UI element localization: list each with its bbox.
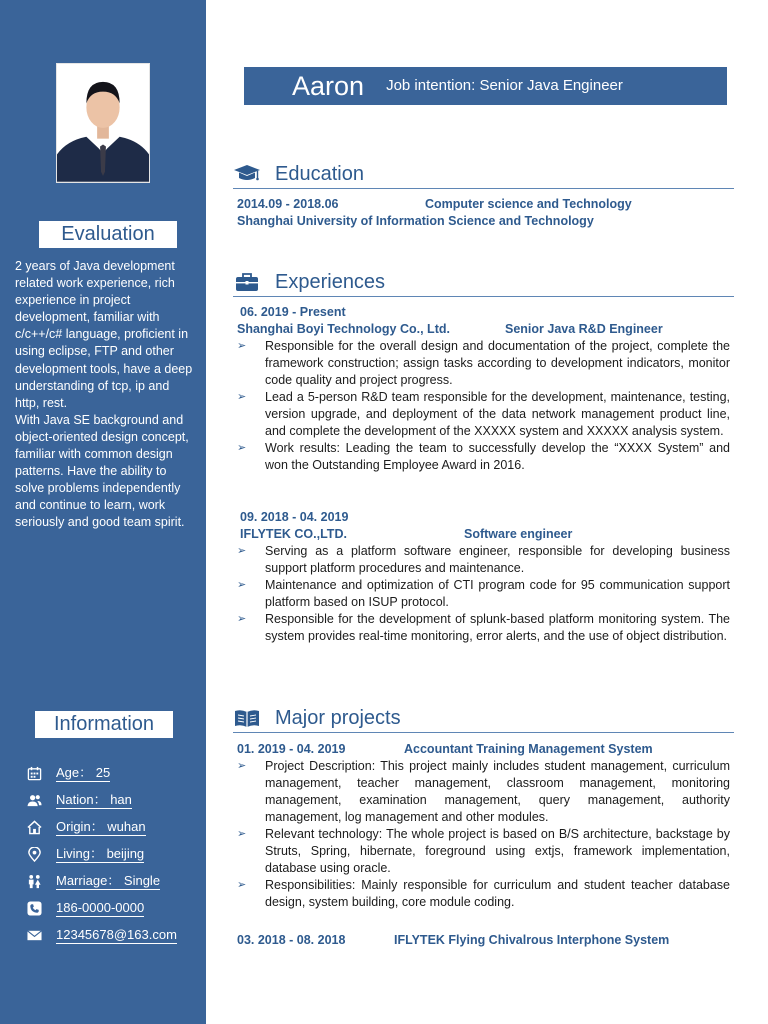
education-period: 2014.09 - 2018.06 [237, 197, 339, 211]
home-icon [26, 819, 43, 836]
info-phone: 186-0000-0000 [56, 900, 145, 915]
bullet-text: Work results: Leading the team to successfully develop the “XXXX System” and won the Outstanding Employee Award in 2016. [265, 441, 730, 472]
bullet-text: Relevant technology: The whole project is based on B/S architecture, backstage by Struts, Spring, hibernate, foreground using extjs, framework implementation, database using oracle. [265, 827, 730, 875]
sidebar [0, 0, 206, 1024]
projects-section-header [233, 704, 734, 733]
arrow-bullet-icon: ➢ [237, 879, 247, 891]
job-1-bullets [237, 338, 730, 474]
briefcase-icon [233, 270, 263, 294]
people-icon [26, 792, 43, 809]
bullet-text: Maintenance and optimization of CTI program code for 95 communication support platform based on ISUP protocol. [265, 578, 730, 609]
job-2-bullet [237, 577, 730, 611]
calendar-icon [26, 765, 43, 782]
projects-title: Major projects [275, 706, 401, 729]
job-1-company-row [237, 321, 663, 338]
info-item-living [26, 841, 196, 868]
bullet-text: Project Description: This project mainly includes student management, curriculum management, teacher management, classroom management, monitoring management, examination management, query management, authority management, log management and other modules. [265, 759, 730, 824]
project-1-bullets [237, 758, 730, 911]
job-1-period-row [240, 304, 346, 321]
job-2-bullet [237, 611, 730, 645]
experiences-title: Experiences [275, 270, 386, 293]
info-item-phone [26, 895, 196, 922]
arrow-bullet-icon: ➢ [237, 579, 247, 591]
information-heading: Information [35, 711, 173, 738]
info-living: Living： beijing [56, 846, 145, 861]
job-1-period: 06. 2019 - Present [240, 305, 346, 319]
job-1-company: Shanghai Boyi Technology Co., Ltd. [237, 322, 450, 336]
project-1-row [237, 741, 653, 758]
arrow-bullet-icon: ➢ [237, 340, 247, 352]
education-title: Education [275, 162, 364, 185]
project-2-name: IFLYTEK Flying Chivalrous Interphone System [394, 933, 670, 947]
arrow-bullet-icon: ➢ [237, 545, 247, 557]
job-2-bullets [237, 543, 730, 645]
bullet-text: Lead a 5-person R&D team responsible for the development, maintenance, testing, version upgrade, and deployment of the data network management product line, and complete the development of the XXXXX system and XXXXX analysis system. [265, 390, 730, 438]
job-1-bullet [237, 389, 730, 440]
candidate-name: Aaron [292, 71, 365, 101]
couple-icon [26, 873, 43, 890]
info-nation: Nation： han [56, 792, 132, 807]
project-1-bullet [237, 826, 730, 877]
info-email: 12345678@163.com [56, 927, 177, 942]
job-1-bullet [237, 338, 730, 389]
job-2-role: Software engineer [464, 527, 573, 541]
job-2-company: IFLYTEK CO.,LTD. [240, 527, 347, 541]
info-age: Age： 25 [56, 765, 111, 780]
evaluation-text [15, 258, 193, 532]
name-banner [244, 67, 727, 105]
job-2-period-row [240, 509, 348, 526]
info-item-origin [26, 814, 196, 841]
open-book-icon [233, 706, 263, 730]
location-pin-icon [26, 846, 43, 863]
profile-photo [56, 63, 150, 183]
bullet-text: Responsible for the overall design and documentation of the project, complete the framework construction; assign tasks according to development indicators, monitor code quality and project progress. [265, 339, 730, 387]
job-2-bullet [237, 543, 730, 577]
education-major: Computer science and Technology [425, 197, 632, 211]
info-marriage: Marriage： Single [56, 873, 161, 888]
info-list [26, 760, 196, 949]
bullet-text: Responsible for the development of splunk-based platform monitoring system. The system provides real-time monitoring, error alerts, and the use of object distribution. [265, 612, 730, 643]
project-1-period: 01. 2019 - 04. 2019 [237, 742, 346, 756]
project-1-name: Accountant Training Management System [404, 742, 653, 756]
job-2-company-row [240, 526, 572, 543]
arrow-bullet-icon: ➢ [237, 613, 247, 625]
evaluation-heading: Evaluation [39, 221, 177, 248]
education-section-header [233, 160, 734, 189]
arrow-bullet-icon: ➢ [237, 391, 247, 403]
evaluation-paragraph: 2 years of Java development related work experience, rich experience in project development, familiar with c/c++/c# language, proficient in using eclipse, FTP and other development tools, have a deep understanding of tcp, ip and http, rest. [15, 259, 193, 410]
job-2-period: 09. 2018 - 04. 2019 [240, 510, 349, 524]
bullet-text: Responsibilities: Mainly responsible for curriculum and student teacher database design, system building, core module coding. [265, 878, 730, 909]
mail-icon [26, 927, 43, 944]
experiences-section-header [233, 268, 734, 297]
education-row [237, 196, 632, 213]
phone-icon [26, 900, 43, 917]
arrow-bullet-icon: ➢ [237, 760, 247, 772]
project-1-bullet [237, 877, 730, 911]
info-origin: Origin： wuhan [56, 819, 146, 834]
education-school: Shanghai University of Information Science and Technology [237, 214, 594, 228]
bullet-text: Serving as a platform software engineer, responsible for developing business support platform procedures and maintenance. [265, 544, 730, 575]
arrow-bullet-icon: ➢ [237, 442, 247, 454]
project-2-row [237, 932, 669, 949]
info-item-age [26, 760, 196, 787]
info-item-email [26, 922, 196, 949]
job-intention: Job intention: Senior Java Engineer [386, 77, 623, 94]
info-item-nation [26, 787, 196, 814]
info-item-marriage [26, 868, 196, 895]
job-1-role: Senior Java R&D Engineer [505, 322, 663, 336]
evaluation-paragraph: With Java SE background and object-oriented design concept, familiar with common design patterns. Have the ability to solve problems independently and continue to learn, work seriously and good team spirit. [15, 412, 189, 530]
project-1-bullet [237, 758, 730, 826]
education-school-row [237, 213, 594, 230]
portrait-image [57, 64, 149, 182]
project-2-period: 03. 2018 - 08. 2018 [237, 933, 346, 947]
arrow-bullet-icon: ➢ [237, 828, 247, 840]
graduation-cap-icon [233, 162, 263, 186]
job-1-bullet [237, 440, 730, 474]
